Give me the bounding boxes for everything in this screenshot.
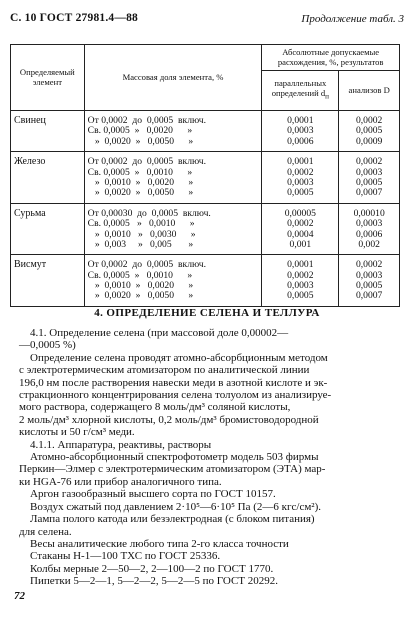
parallel-tolerance-cell: [262, 111, 339, 152]
analysis-tolerance-value: 0,0007: [355, 187, 383, 199]
element-name-cell: [11, 152, 85, 204]
mass-range: Св. 0,0005 » 0,0020 »: [87, 125, 193, 137]
text-line: Аргон газообразный высшего сорта по ГОСТ 10157.: [19, 488, 276, 501]
mass-range: » 0,0020 » 0,0050 »: [87, 187, 194, 199]
analysis-tolerance-cell: [339, 203, 400, 255]
element-name: Висмут: [14, 259, 47, 271]
table-row: [11, 203, 400, 255]
mass-range-cell: [84, 111, 262, 152]
analysis-tolerance-value: 0,0002: [355, 156, 383, 168]
text-line: 4.1. Определение селена (при массовой доле 0,00002—: [19, 327, 289, 339]
element-name: Железо: [14, 156, 46, 168]
analysis-tolerance-value: 0,0006: [355, 228, 383, 240]
text-line: кислоты и 50 г/см³ меди.: [19, 426, 135, 439]
parallel-tolerance-cell: [262, 152, 339, 204]
parallel-tolerance-value: 0,0002: [287, 269, 314, 281]
text-line: для селена.: [19, 525, 72, 538]
text-line: Стаканы Н-1—100 ТХС по ГОСТ 25336.: [19, 550, 221, 563]
col-header-analysis: анализов D: [339, 71, 400, 111]
text-line: Воздух сжатый под давлением 2·10⁵—6·10⁵ Па (2—6 кгс/см²).: [19, 500, 322, 513]
text-line: Весы аналитические любого типа 2-го класса точности: [19, 537, 289, 550]
text-line: с электротермическим атомизатором по аналитической линии: [19, 364, 310, 377]
element-name-cell: [11, 111, 85, 152]
col-header-group: Абсолютные допускаемые расхождения, %, результатов: [262, 45, 400, 71]
text-line: 196,0 нм после растворения навески меди в азотной кислоте и эк-: [19, 376, 328, 389]
analysis-tolerance-value: 0,0005: [355, 280, 383, 292]
section-title: 4. ОПРЕДЕЛЕНИЕ СЕЛЕНА И ТЕЛЛУРА: [94, 307, 320, 319]
text-line: Перкин—Элмер с электротермическим атомизатором (ЭТА) мар-: [19, 463, 326, 476]
analysis-tolerance-cell: [339, 255, 400, 307]
analysis-tolerance-value: 0,0007: [355, 290, 383, 302]
analysis-tolerance-value: 0,0003: [355, 218, 383, 230]
analysis-tolerance-value: 0,0002: [355, 115, 383, 126]
parallel-tolerance-value: 0,0001: [287, 115, 314, 126]
parallel-tolerance-cell: [262, 255, 339, 307]
table-row: [11, 255, 400, 307]
body-text: [19, 327, 401, 588]
table-row: [11, 152, 400, 204]
parallel-tolerance-value: 0,0001: [287, 259, 314, 271]
page-header: [10, 12, 404, 26]
element-name-cell: [11, 255, 85, 307]
parallel-tolerance-cell: [262, 203, 339, 255]
parallel-tolerance-value: 0,0006: [287, 135, 314, 147]
element-name-cell: [11, 203, 85, 255]
parallel-tolerance-value: 0,0003: [287, 125, 314, 137]
tolerance-table: [10, 44, 400, 307]
parallel-tolerance-value: 0,001: [289, 238, 312, 250]
mass-range: » 0,0010 » 0,0030 »: [87, 228, 196, 240]
mass-range: Св. 0,0005 » 0,0010 »: [87, 269, 193, 281]
table-continuation-label: Продолжение табл. 3: [301, 13, 404, 25]
table-body: [11, 111, 400, 307]
text-line: Пипетки 5—2—1, 5—2—2, 5—2—5 по ГОСТ 20292.: [19, 575, 278, 588]
mass-range: От 0,0002 до 0,0005 включ.: [87, 115, 207, 126]
text-line: Колбы мерные 2—50—2, 2—100—2 по ГОСТ 1770.: [19, 562, 274, 575]
page-header-left: С. 10 ГОСТ 27981.4—88: [10, 12, 138, 24]
parallel-tolerance-value: 0,0002: [287, 166, 314, 178]
parallel-tolerance-value: 0,00005: [284, 207, 316, 219]
col-header-parallel-text: параллельных определений d: [271, 78, 327, 98]
text-line: ки HGA-76 или прибор аналогичного типа.: [19, 475, 222, 488]
parallel-tolerance-value: 0,0003: [287, 280, 314, 292]
mass-range: » 0,0020 » 0,0050 »: [87, 290, 194, 302]
mass-range: От 0,0002 до 0,0005 включ.: [87, 156, 207, 168]
text-line: мого раствора, содержащего 8 моль/дм³ соляной кислоты,: [19, 401, 291, 414]
analysis-tolerance-value: 0,0005: [355, 125, 383, 137]
analysis-tolerance-cell: [339, 152, 400, 204]
element-name: Сурьма: [14, 207, 46, 219]
col-header-parallel: [262, 71, 339, 111]
analysis-tolerance-value: 0,0002: [355, 259, 383, 271]
mass-range-cell: [84, 152, 262, 204]
parallel-tolerance-value: 0,0003: [287, 176, 314, 188]
text-line: Атомно-абсорбционный спектрофотометр модель 503 фирмы: [19, 451, 319, 464]
mass-range: Св. 0,0005 » 0,0010 »: [87, 166, 193, 178]
text-line: Определение селена проводят атомно-абсорбционным методом: [19, 351, 328, 364]
analysis-tolerance-value: 0,0003: [355, 166, 383, 178]
mass-range: » 0,0020 » 0,0050 »: [87, 135, 194, 147]
text-line: стракционного концентрирования селена толуолом из анализируе-: [19, 389, 332, 402]
table-row: [11, 111, 400, 152]
parallel-tolerance-value: 0,0004: [287, 228, 314, 240]
parallel-tolerance-value: 0,0002: [287, 218, 314, 230]
parallel-tolerance-value: 0,0005: [287, 187, 314, 199]
text-line: Лампа полого катода или безэлектродная (с блоком питания): [19, 513, 315, 526]
analysis-tolerance-value: 0,002: [358, 238, 380, 250]
text-line: —0,0005 %): [19, 339, 76, 352]
element-name: Свинец: [14, 115, 46, 126]
parallel-tolerance-value: 0,0001: [287, 156, 314, 168]
parallel-tolerance-value: 0,0005: [287, 290, 314, 302]
analysis-tolerance-value: 0,0005: [355, 176, 383, 188]
mass-range: От 0,00030 до 0,0005 включ.: [87, 207, 211, 219]
analysis-tolerance-cell: [339, 111, 400, 152]
mass-range: Св. 0,0005 » 0,0010 »: [87, 218, 195, 230]
col-header-element: Определяемый элемент: [11, 45, 85, 111]
analysis-tolerance-value: 0,0003: [355, 269, 383, 281]
mass-range-cell: [84, 255, 262, 307]
text-line: 4.1.1. Аппаратура, реактивы, растворы: [19, 438, 212, 451]
mass-range: » 0,003 » 0,005 »: [87, 238, 194, 250]
analysis-tolerance-value: 0,0009: [355, 135, 383, 147]
text-line: 2 моль/дм³ хлорной кислоты, 0,2 моль/дм³ бромистоводородной: [19, 413, 319, 426]
col-header-parallel-sub: п: [325, 92, 329, 101]
col-header-mass: Массовая доля элемента, %: [84, 45, 262, 111]
mass-range: » 0,0010 » 0,0020 »: [87, 280, 194, 292]
mass-range: От 0,0002 до 0,0005 включ.: [87, 259, 207, 271]
analysis-tolerance-value: 0,00010: [353, 207, 385, 219]
mass-range: » 0,0010 » 0,0020 »: [87, 176, 194, 188]
mass-range-cell: [84, 203, 262, 255]
page-number: 72: [14, 590, 25, 602]
